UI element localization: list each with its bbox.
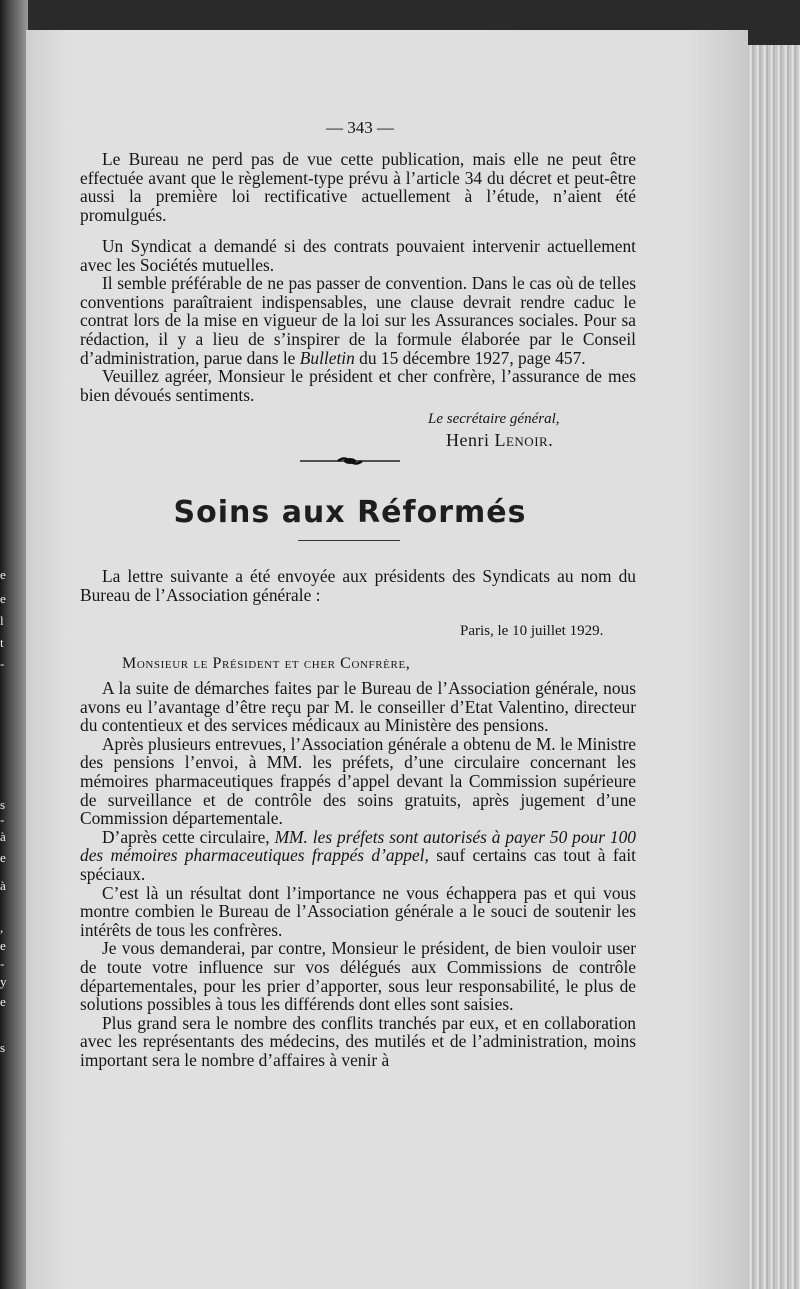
paragraph-publication [80, 150, 636, 224]
margin-fragment: e [0, 938, 6, 953]
margin-fragment: y [0, 974, 7, 989]
paragraph-text: Après plusieurs entrevues, l’Association générale a obtenu de M. le Ministre des pensions l’envoi, à MM. les préfets, d’une circulaire concernant les mémoires pharmaceutiques frappés d’appel devant la Commission supérieure de surveillance et de contrôle des soins gratuits, après jugement d’une Commission départementale. [80, 733, 636, 829]
margin-fragment: - [0, 956, 5, 971]
text-run: sauf certains cas tout à fait spéciaux. [80, 845, 637, 884]
margin-fragment: t [0, 635, 4, 650]
paragraph-text: Je vous demanderai, par contre, Monsieur le président, de bien vouloir user de toute votre influence sur vos délégués aux Commissions de contrôle départementales, pour les prier d’apporter, sous leur responsabilité, le plus de solutions possibles à tous les différends dont elles sont saisies. [80, 938, 636, 1015]
paragraph-group-syndicat [80, 237, 636, 404]
margin-fragment: s [0, 797, 6, 812]
paragraph-text: Plus grand sera le nombre des conflits tranchés par eux, et en collaboration avec les représentants des médecins, des mutilés et de l’administration, moins important sera le nombre d’affaires à venir à [80, 1012, 636, 1070]
margin-fragment: e [0, 850, 6, 865]
letter-body [80, 679, 636, 1069]
margin-fragment: , [0, 920, 4, 935]
letter-date: Paris, le 10 juillet 1929. [460, 623, 604, 639]
margin-fragment: e [0, 994, 6, 1009]
margin-fragment: s [0, 1040, 6, 1055]
signature-name [446, 430, 553, 451]
signature-last-name: Lenoir. [494, 430, 554, 450]
margin-fragment: à [0, 829, 6, 844]
italic-bulletin: Bulletin [299, 347, 355, 368]
signature-first-name: Henri [446, 430, 490, 450]
scan-top-background [0, 0, 800, 30]
text-run: du 15 décembre 1927, page 457. [354, 347, 586, 368]
text-run: Il semble préférable de ne pas passer de convention. Dans le cas où de telles conventions paraîtraient indispensables, une clause devrait rendre caduc le contrat lors de la mise en vigueur de la loi sur les Assurances sociales. Pour sa rédaction, il y a lieu de s’inspirer de la formule élaborée par le Conseil d’administration, parue dans le [80, 273, 636, 368]
margin-fragment: e [0, 567, 6, 582]
paragraph-intro [80, 567, 636, 604]
page-number: — 343 — [326, 118, 394, 137]
paragraph-text: A la suite de démarches faites par le Bureau de l’Association générale, nous avons eu l’avantage d’être reçu par M. le conseiller d’Etat Valentino, directeur du contentieux et des services médicaux au Ministère des pensions. [80, 678, 636, 736]
margin-fragment: - [0, 812, 5, 827]
paragraph-circulaire [80, 828, 636, 884]
text-run: D’après cette circulaire, [102, 826, 275, 847]
paragraph-convention [80, 274, 636, 367]
margin-fragment: l [0, 613, 4, 628]
letter-salutation: Monsieur le Président et cher Confrère, [122, 655, 411, 672]
paragraph-text: C’est là un résultat dont l’importance ne vous échappera pas et qui vous montre combien le Bureau de l’Association générale a le souci de soutenir les intérêts de tous les confrères. [80, 882, 636, 940]
margin-fragment: e [0, 591, 6, 606]
page-stack-edge [748, 45, 800, 1289]
facing-page-edge [0, 0, 28, 1289]
paragraph-text: Le Bureau ne perd pas de vue cette publication, mais elle ne peut être effectuée avant que le règlement-type prévu à l’article 34 du décret et peut-être aussi la première loi rectificative actuellement à l’étude, n’aient été promulgués. [80, 149, 636, 225]
paragraph-text: La lettre suivante a été envoyée aux présidents des Syndicats au nom du Bureau de l’Association générale : [80, 566, 636, 605]
margin-fragment: à [0, 878, 6, 893]
italic-emphasis: MM. les préfets sont autorisés à payer 50 pour 100 des mémoires pharmaceutiques frappés d’appel, [80, 826, 637, 866]
section-title: Soins aux Réformés [173, 495, 527, 530]
margin-fragment: - [0, 656, 5, 671]
title-underline [298, 540, 400, 541]
paragraph-closing: Veuillez agréer, Monsieur le président et cher confrère, l’assurance de mes bien dévoués sentiments. [80, 366, 636, 405]
paragraph-text: Un Syndicat a demandé si des contrats pouvaient intervenir actuellement avec les Sociétés mutuelles. [80, 236, 636, 275]
signature-title: Le secrétaire général, [428, 411, 560, 427]
ornament-divider [298, 454, 402, 468]
